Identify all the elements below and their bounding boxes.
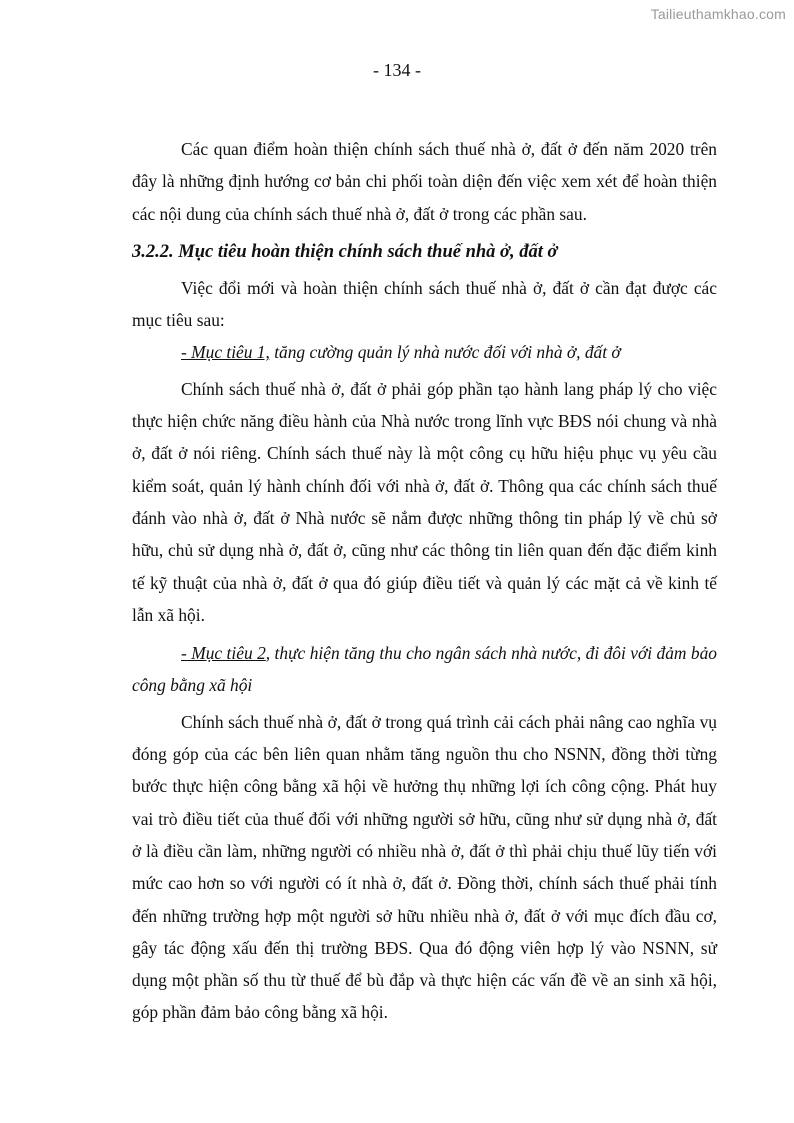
paragraph-intro: Các quan điểm hoàn thiện chính sách thuế nhà ở, đất ở đến năm 2020 trên đây là những định hướng cơ bản chi phối toàn diện đến việc xem xét để hoàn thiện các nội dung của chính sách thuế nhà ở, đất ở trong các phần sau. xyxy=(132,139,717,224)
watermark: Tailieuthamkhao.com xyxy=(650,6,786,22)
goal-2-label: - Mục tiêu 2 xyxy=(181,643,266,664)
document-body xyxy=(132,133,717,1029)
paragraph-goals-intro: Việc đổi mới và hoàn thiện chính sách thuế nhà ở, đất ở cần đạt được các mục tiêu sau: xyxy=(132,277,717,331)
paragraph-goal-2-body: Chính sách thuế nhà ở, đất ở trong quá trình cải cách phải nâng cao nghĩa vụ đóng góp của các bên liên quan nhằm tăng nguồn thu cho NSNN, đồng thời từng bước thực hiện công bằng xã hội về hưởng thụ những lợi ích công cộng. Phát huy vai trò điều tiết của thuế đối với những người sở hữu, cũng như sử dụng nhà ở, đất ở là điều cần làm, những người có nhiều nhà ở, đất ở thì phải chịu thuế lũy tiến với mức cao hơn so với người có ít nhà ở, đất ở. Đồng thời, chính sách thuế phải tính đến những trường hợp một người sở hữu nhiều nhà ở, đất ở với mục đích đầu cơ, gây tác động xấu đến thị trường BĐS. Qua đó động viên hợp lý vào NSNN, sử dụng một phần số thu từ thuế để bù đắp và thực hiện các vấn đề về an sinh xã hội, góp phần đảm bảo công bằng xã hội. xyxy=(132,711,717,1023)
goal-1-line xyxy=(132,336,717,368)
page-number: - 134 - xyxy=(373,60,421,80)
goal-1-label: - Mục tiêu 1, xyxy=(181,342,270,363)
goal-1-text: tăng cường quản lý nhà nước đối với nhà ở, đất ở xyxy=(269,342,621,363)
section-heading: 3.2.2. Mục tiêu hoàn thiện chính sách thuế nhà ở, đất ở xyxy=(132,241,558,262)
goal-2-line xyxy=(132,637,717,702)
goal-2-text: , thực hiện tăng thu cho ngân sách nhà nước, đi đôi với đảm bảo công bằng xã hội xyxy=(132,643,717,696)
paragraph-goal-1-body: Chính sách thuế nhà ở, đất ở phải góp phần tạo hành lang pháp lý cho việc thực hiện chức năng điều hành của Nhà nước trong lĩnh vực BĐS nói chung và nhà ở, đất ở nói riêng. Chính sách thuế này là một công cụ hữu hiệu phục vụ yêu cầu kiểm soát, quản lý hành chính đối với nhà ở, đất ở. Thông qua các chính sách thuế đánh vào nhà ở, đất ở Nhà nước sẽ nắm được những thông tin pháp lý về chủ sở hữu, chủ sử dụng nhà ở, đất ở, cũng như các thông tin liên quan đến đặc điểm kinh tế kỹ thuật của nhà ở, đất ở qua đó giúp điều tiết và quản lý các mặt cả về kinh tế lẫn xã hội. xyxy=(132,378,717,625)
